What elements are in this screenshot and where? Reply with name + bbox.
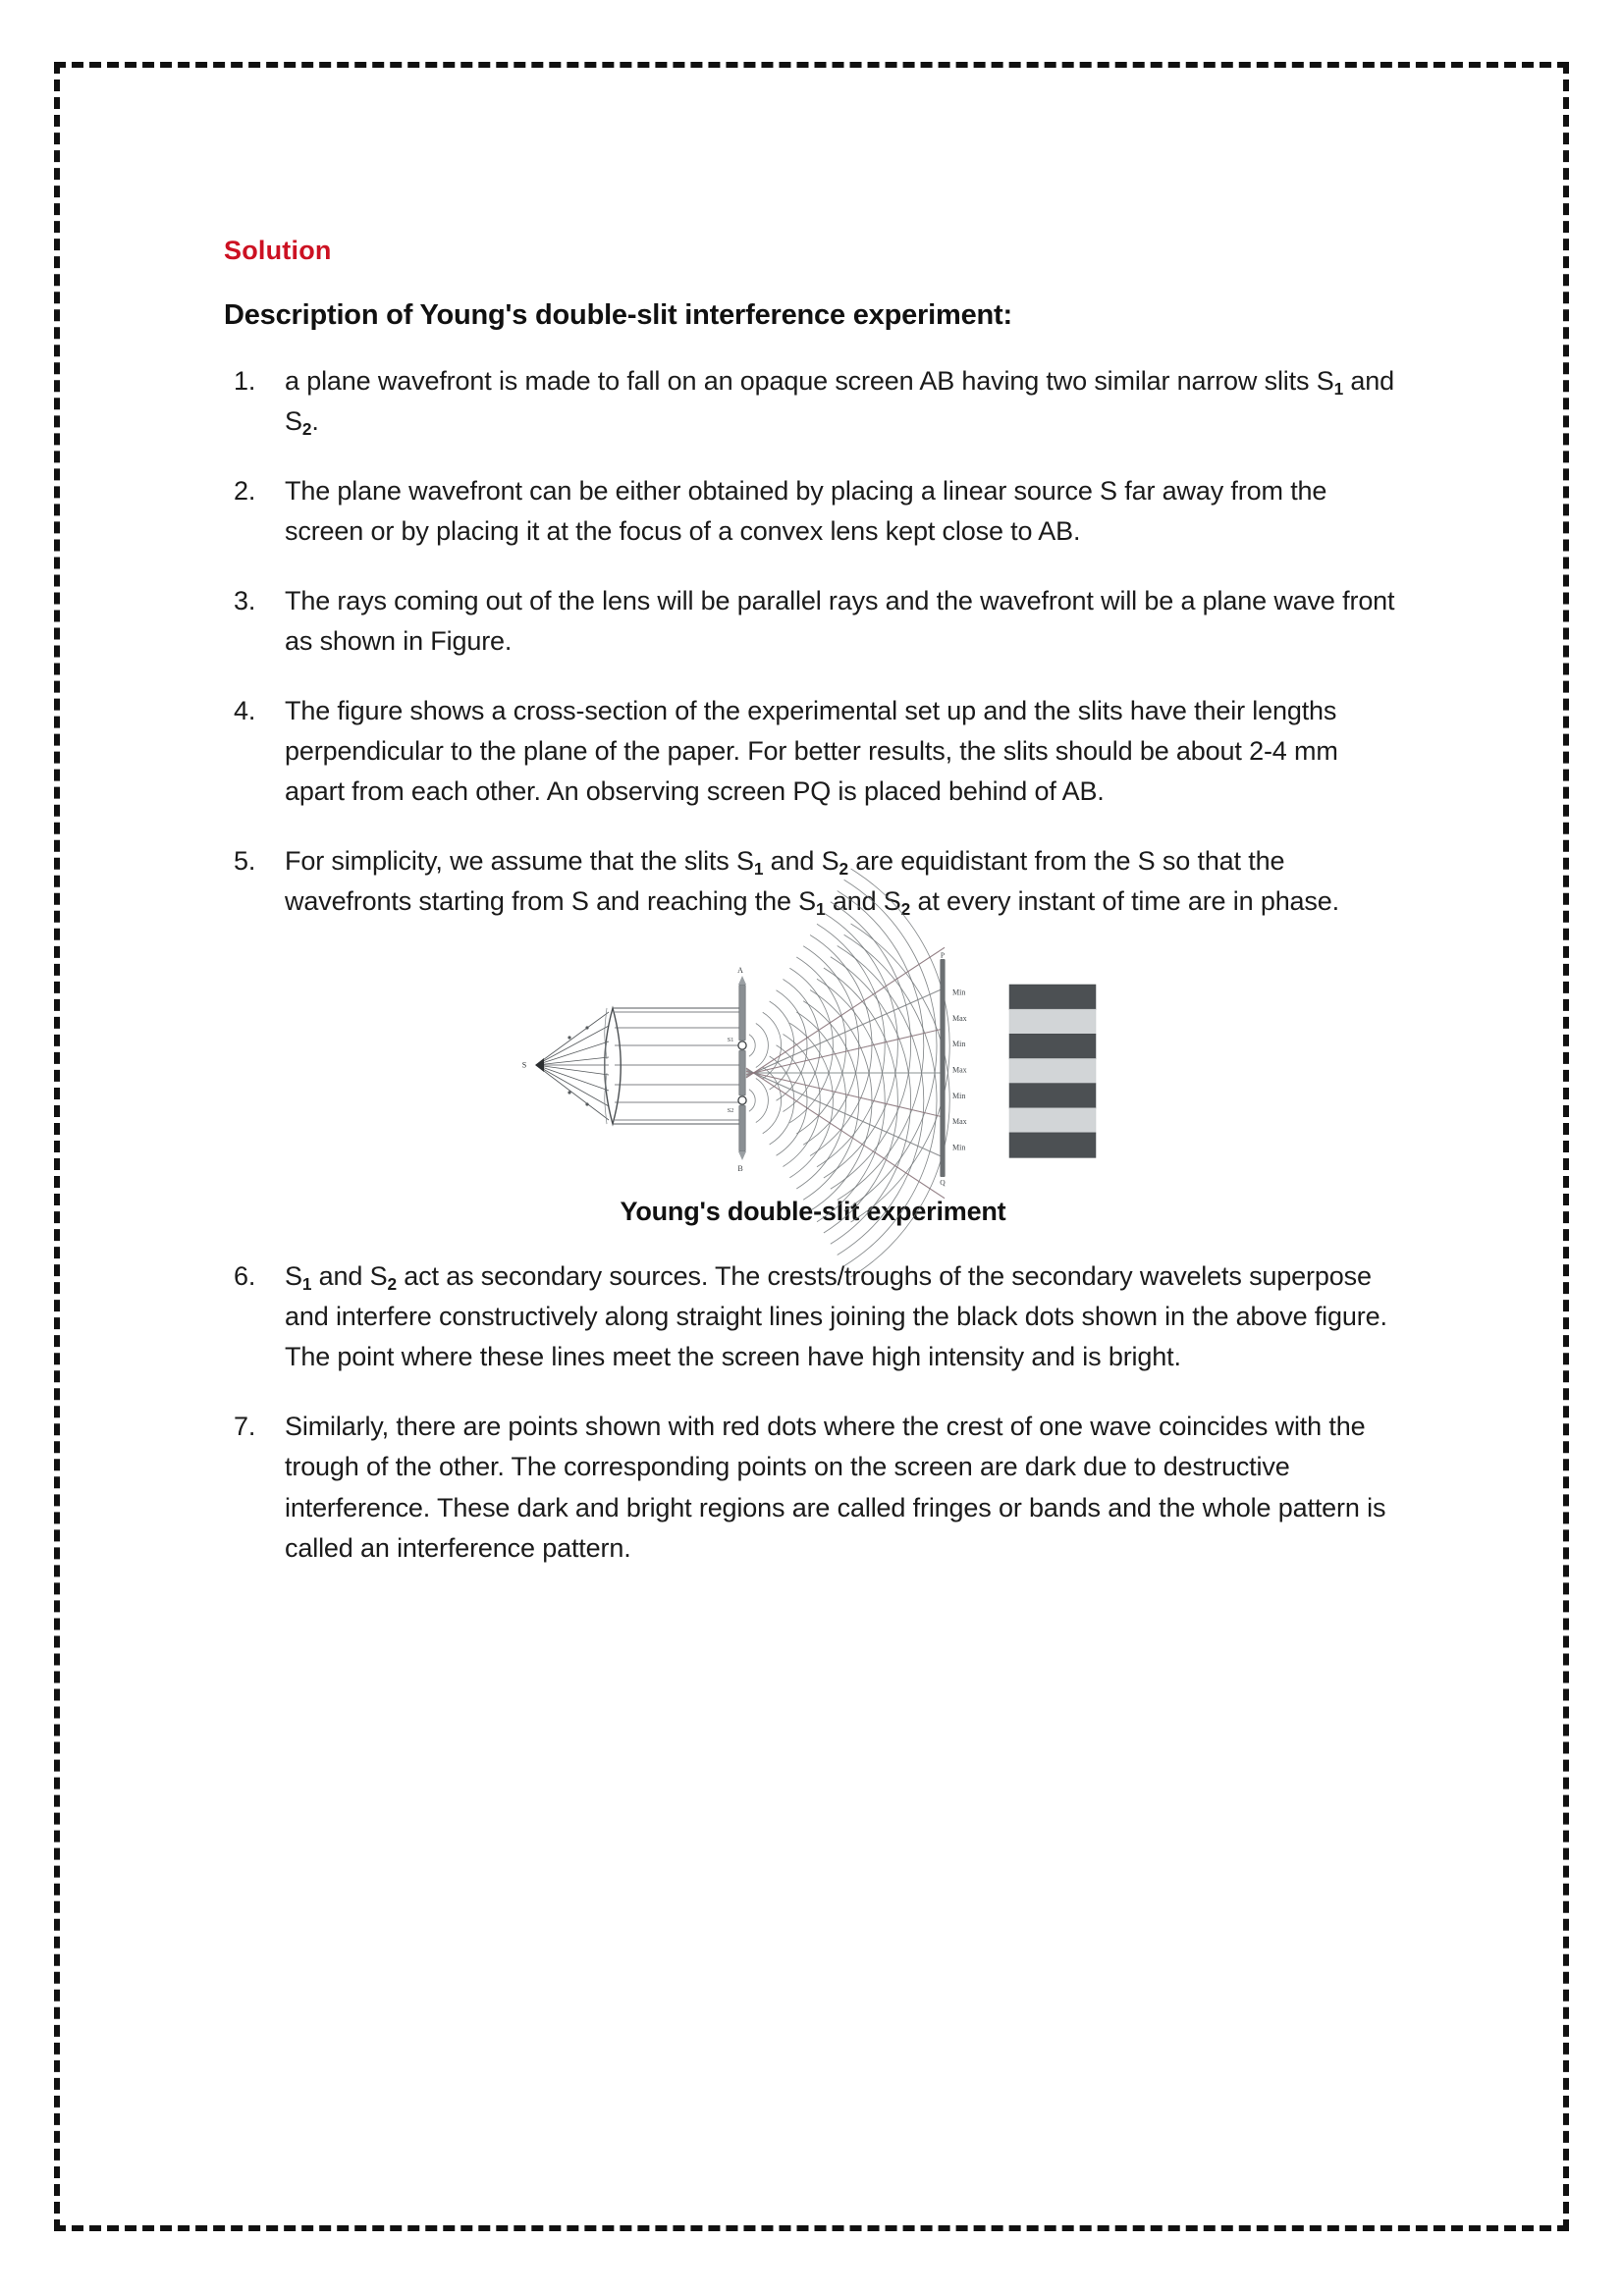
figure-block (224, 951, 1402, 1227)
solution-heading: Solution (224, 236, 332, 265)
step-item-6 (224, 1256, 1402, 1377)
fringe-label: Min (952, 988, 966, 997)
step-text: For simplicity, we assume that the slits $S_1$ and $S_2$ are equidistant from the S so that the wavefronts starting from S and reaching the $S_1$ and $S_2$ at every instant of time are in phase. (285, 846, 1339, 920)
source-rays (536, 1012, 609, 1120)
fringe-pattern (1009, 985, 1096, 1157)
subscript: 2 (839, 859, 848, 880)
subscript: 1 (816, 899, 826, 920)
fringe-band (1009, 1108, 1096, 1134)
steps-list (224, 361, 1402, 1569)
fringe-band (1009, 1059, 1096, 1085)
fringe-label: Min (952, 1092, 966, 1101)
step-text: Similarly, there are points shown with red dots where the crest of one wave coincides with the trough of the other. The corresponding points on the screen are dark due to destructive interference. These dark and bright regions are called fringes or bands and the whole pattern is called an interference pattern. (285, 1412, 1386, 1563)
light-source (522, 1058, 544, 1072)
step-item-4 (224, 691, 1402, 812)
svg-text:S: S (521, 1060, 527, 1070)
step-item-3 (224, 581, 1402, 662)
parallel-rays (613, 1008, 741, 1124)
description-heading: Description of Young's double-slit interference experiment: (224, 299, 1012, 331)
fringe-label: Max (952, 1117, 967, 1127)
fringe-label: Min (952, 1143, 966, 1152)
subscript: 2 (900, 899, 911, 920)
fringe-band (1009, 985, 1096, 1010)
figure-caption: Young's double-slit experiment (620, 1197, 1006, 1227)
step-text: a plane wavefront is made to fall on an opaque screen AB having two similar narrow slits $S_1$ and $S_2$. (285, 366, 1394, 439)
fringe-labels (952, 988, 967, 1152)
figure-canvas (518, 950, 1108, 1188)
fringe-band (1009, 1133, 1096, 1158)
subscript: 1 (301, 1274, 312, 1295)
step-item-5 (224, 841, 1402, 922)
fringe-band (1009, 1084, 1096, 1109)
observation-screen-pq (940, 951, 946, 1188)
step-item-7 (224, 1407, 1402, 1568)
step-text: $S_1$ and $S_2$ act as secondary sources. The crests/troughs of the secondary wavelets superpose and interfere constructively along straight lines joining the black dots shown in the above figure. The point where these lines meet the screen have high intensity and is bright. (285, 1261, 1387, 1372)
fringe-band (1009, 1035, 1096, 1060)
fringe-label: Max (952, 1014, 967, 1024)
svg-text:A: A (737, 966, 743, 976)
ydse-diagram (518, 950, 1108, 1188)
subscript: 1 (753, 859, 764, 880)
svg-text:S1: S1 (727, 1037, 734, 1044)
fringe-band (1009, 1009, 1096, 1035)
step-text: The rays coming out of the lens will be parallel rays and the wavefront will be a plane wave front as shown in Figure. (285, 586, 1395, 657)
step-text: The figure shows a cross-section of the experimental set up and the slits have their lengths perpendicular to the plane of the paper. For better results, the slits should be about 2-4 mm apart from each other. An observing screen PQ is placed behind of AB. (285, 696, 1338, 807)
step-item-2 (224, 471, 1402, 552)
svg-text:S2: S2 (727, 1107, 734, 1115)
document-content (224, 236, 1402, 1598)
convex-lens (605, 1008, 622, 1124)
step-item-1 (224, 361, 1402, 442)
svg-text:P: P (940, 950, 946, 960)
subscript: 1 (1333, 378, 1344, 399)
barrier-ab (728, 966, 747, 1173)
svg-text:B: B (737, 1164, 743, 1174)
subscript: 2 (387, 1274, 397, 1295)
svg-text:Q: Q (940, 1178, 946, 1188)
fringe-label: Max (952, 1065, 967, 1075)
fringe-label: Min (952, 1040, 966, 1049)
step-text: The plane wavefront can be either obtained by placing a linear source S far away from the screen or by placing it at the focus of a convex lens kept close to AB. (285, 476, 1327, 547)
subscript: 2 (301, 418, 312, 439)
